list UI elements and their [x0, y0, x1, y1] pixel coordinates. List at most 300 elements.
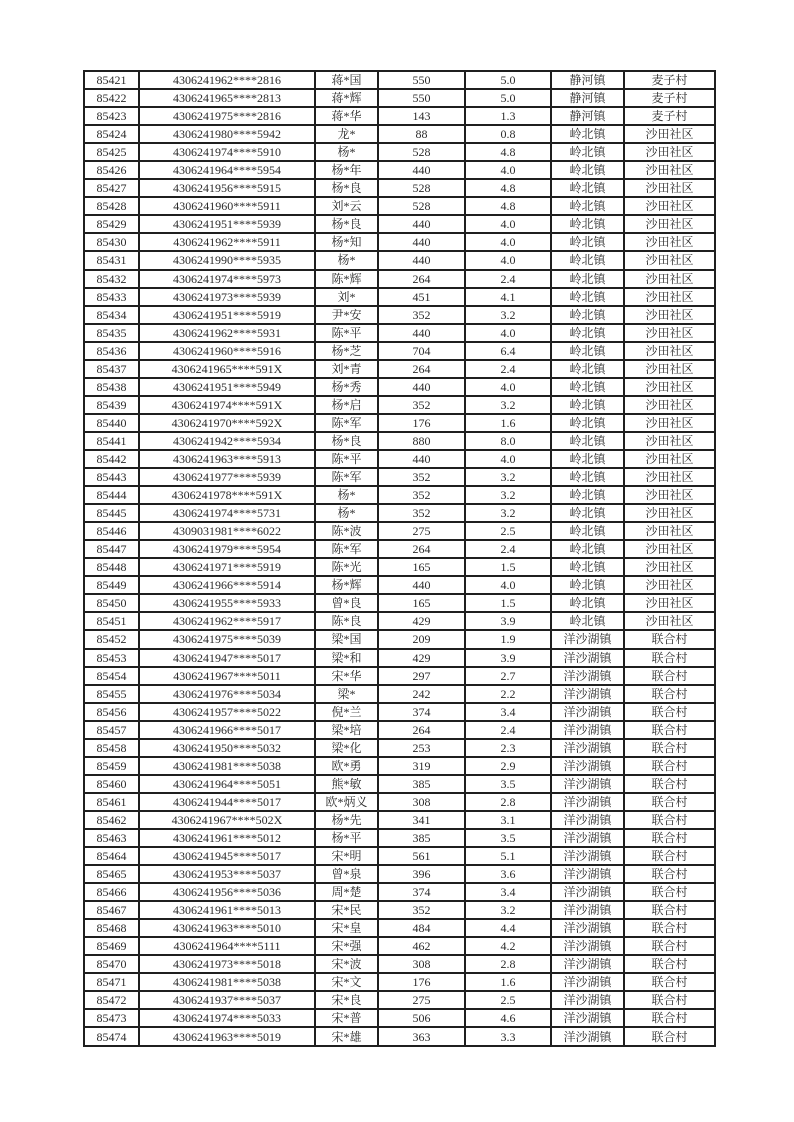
cell-masked-id-number: 4306241964****5954	[139, 161, 315, 179]
cell-masked-name: 欧*炳义	[315, 793, 378, 811]
cell-serial-number: 85439	[84, 396, 139, 414]
table-row	[84, 486, 715, 504]
cell-masked-name: 杨*	[315, 504, 378, 522]
cell-masked-id-number: 4306241980****5942	[139, 125, 315, 143]
cell-masked-name: 梁*培	[315, 721, 378, 739]
cell-masked-id-number: 4306241951****5939	[139, 215, 315, 233]
table-row	[84, 649, 715, 667]
table-row	[84, 576, 715, 594]
cell-village: 联合村	[624, 685, 715, 703]
cell-town: 洋沙湖镇	[551, 901, 624, 919]
cell-rate: 4.8	[465, 179, 551, 197]
cell-town: 岭北镇	[551, 522, 624, 540]
cell-village: 联合村	[624, 739, 715, 757]
cell-town: 洋沙湖镇	[551, 883, 624, 901]
cell-masked-id-number: 4306241966****5914	[139, 576, 315, 594]
cell-amount: 275	[378, 522, 465, 540]
cell-rate: 4.0	[465, 324, 551, 342]
cell-serial-number: 85450	[84, 594, 139, 612]
cell-masked-id-number: 4306241974****5910	[139, 143, 315, 161]
cell-masked-id-number: 4306241963****5010	[139, 919, 315, 937]
table-row	[84, 1027, 715, 1046]
cell-masked-id-number: 4306241951****5949	[139, 378, 315, 396]
cell-serial-number: 85457	[84, 721, 139, 739]
cell-serial-number: 85467	[84, 901, 139, 919]
cell-town: 洋沙湖镇	[551, 829, 624, 847]
cell-masked-name: 陈*军	[315, 414, 378, 432]
table-row	[84, 143, 715, 161]
cell-serial-number: 85440	[84, 414, 139, 432]
cell-amount: 440	[378, 233, 465, 251]
cell-masked-id-number: 4306241945****5017	[139, 847, 315, 865]
cell-rate: 2.2	[465, 685, 551, 703]
cell-village: 联合村	[624, 667, 715, 685]
table-row	[84, 919, 715, 937]
cell-rate: 1.9	[465, 630, 551, 648]
cell-town: 岭北镇	[551, 197, 624, 215]
cell-town: 洋沙湖镇	[551, 649, 624, 667]
cell-rate: 2.4	[465, 360, 551, 378]
cell-town: 岭北镇	[551, 450, 624, 468]
cell-masked-id-number: 4306241953****5037	[139, 865, 315, 883]
cell-masked-name: 杨*	[315, 251, 378, 269]
table-row	[84, 829, 715, 847]
cell-village: 联合村	[624, 649, 715, 667]
cell-amount: 440	[378, 450, 465, 468]
table-row	[84, 233, 715, 251]
cell-town: 洋沙湖镇	[551, 703, 624, 721]
cell-masked-name: 周*楚	[315, 883, 378, 901]
cell-rate: 1.5	[465, 594, 551, 612]
cell-amount: 242	[378, 685, 465, 703]
table-row	[84, 504, 715, 522]
cell-amount: 550	[378, 71, 465, 89]
cell-rate: 3.2	[465, 306, 551, 324]
cell-rate: 3.2	[465, 901, 551, 919]
cell-serial-number: 85441	[84, 432, 139, 450]
cell-town: 岭北镇	[551, 396, 624, 414]
cell-serial-number: 85429	[84, 215, 139, 233]
cell-amount: 374	[378, 883, 465, 901]
cell-masked-id-number: 4306241944****5017	[139, 793, 315, 811]
cell-amount: 352	[378, 901, 465, 919]
cell-town: 洋沙湖镇	[551, 847, 624, 865]
cell-serial-number: 85447	[84, 540, 139, 558]
cell-masked-id-number: 4306241974****5033	[139, 1009, 315, 1027]
cell-town: 洋沙湖镇	[551, 919, 624, 937]
table-row	[84, 540, 715, 558]
cell-town: 岭北镇	[551, 558, 624, 576]
cell-masked-name: 尹*安	[315, 306, 378, 324]
cell-rate: 3.9	[465, 612, 551, 630]
cell-town: 岭北镇	[551, 270, 624, 288]
cell-masked-id-number: 4306241956****5915	[139, 179, 315, 197]
cell-village: 联合村	[624, 775, 715, 793]
cell-village: 沙田社区	[624, 468, 715, 486]
cell-serial-number: 85431	[84, 251, 139, 269]
cell-rate: 3.2	[465, 486, 551, 504]
cell-masked-id-number: 4306241976****5034	[139, 685, 315, 703]
cell-masked-name: 杨*	[315, 486, 378, 504]
cell-town: 岭北镇	[551, 288, 624, 306]
cell-village: 沙田社区	[624, 378, 715, 396]
table-row	[84, 324, 715, 342]
cell-village: 联合村	[624, 973, 715, 991]
cell-town: 岭北镇	[551, 540, 624, 558]
cell-serial-number: 85471	[84, 973, 139, 991]
cell-village: 联合村	[624, 630, 715, 648]
cell-town: 岭北镇	[551, 324, 624, 342]
cell-rate: 4.0	[465, 215, 551, 233]
cell-masked-id-number: 4306241957****5022	[139, 703, 315, 721]
cell-rate: 4.8	[465, 197, 551, 215]
cell-serial-number: 85433	[84, 288, 139, 306]
cell-masked-name: 宋*明	[315, 847, 378, 865]
cell-masked-id-number: 4306241966****5017	[139, 721, 315, 739]
table-row	[84, 125, 715, 143]
cell-masked-id-number: 4306241977****5939	[139, 468, 315, 486]
cell-serial-number: 85466	[84, 883, 139, 901]
cell-rate: 5.1	[465, 847, 551, 865]
cell-amount: 462	[378, 937, 465, 955]
table-row	[84, 468, 715, 486]
cell-amount: 275	[378, 991, 465, 1009]
cell-town: 洋沙湖镇	[551, 721, 624, 739]
cell-masked-id-number: 4306241960****5916	[139, 342, 315, 360]
table-row	[84, 342, 715, 360]
cell-masked-name: 宋*强	[315, 937, 378, 955]
cell-amount: 319	[378, 757, 465, 775]
cell-amount: 440	[378, 324, 465, 342]
cell-masked-id-number: 4306241981****5038	[139, 973, 315, 991]
cell-masked-id-number: 4306241975****5039	[139, 630, 315, 648]
table-row	[84, 793, 715, 811]
cell-town: 岭北镇	[551, 414, 624, 432]
cell-masked-name: 陈*军	[315, 468, 378, 486]
cell-amount: 352	[378, 306, 465, 324]
cell-serial-number: 85462	[84, 811, 139, 829]
cell-serial-number: 85463	[84, 829, 139, 847]
cell-rate: 3.5	[465, 829, 551, 847]
cell-masked-id-number: 4306241971****5919	[139, 558, 315, 576]
table-row	[84, 251, 715, 269]
cell-serial-number: 85423	[84, 107, 139, 125]
cell-amount: 429	[378, 649, 465, 667]
cell-village: 沙田社区	[624, 161, 715, 179]
cell-serial-number: 85465	[84, 865, 139, 883]
cell-masked-id-number: 4306241975****2816	[139, 107, 315, 125]
cell-rate: 4.4	[465, 919, 551, 937]
cell-masked-id-number: 4306241962****5931	[139, 324, 315, 342]
cell-amount: 385	[378, 775, 465, 793]
cell-masked-id-number: 4306241990****5935	[139, 251, 315, 269]
cell-masked-id-number: 4306241970****592X	[139, 414, 315, 432]
cell-masked-id-number: 4306241955****5933	[139, 594, 315, 612]
cell-serial-number: 85436	[84, 342, 139, 360]
cell-rate: 4.2	[465, 937, 551, 955]
cell-masked-name: 陈*波	[315, 522, 378, 540]
table-row	[84, 215, 715, 233]
cell-village: 沙田社区	[624, 612, 715, 630]
table-row	[84, 612, 715, 630]
cell-rate: 2.5	[465, 522, 551, 540]
cell-masked-name: 蒋*华	[315, 107, 378, 125]
cell-town: 岭北镇	[551, 576, 624, 594]
cell-rate: 2.4	[465, 540, 551, 558]
cell-rate: 4.0	[465, 233, 551, 251]
cell-masked-name: 龙*	[315, 125, 378, 143]
cell-town: 岭北镇	[551, 378, 624, 396]
cell-amount: 264	[378, 360, 465, 378]
cell-masked-name: 宋*文	[315, 973, 378, 991]
cell-amount: 704	[378, 342, 465, 360]
cell-serial-number: 85435	[84, 324, 139, 342]
cell-serial-number: 85444	[84, 486, 139, 504]
table-row	[84, 721, 715, 739]
table-row	[84, 811, 715, 829]
table-row	[84, 270, 715, 288]
table-row	[84, 558, 715, 576]
cell-village: 沙田社区	[624, 594, 715, 612]
cell-rate: 4.0	[465, 161, 551, 179]
table-row	[84, 197, 715, 215]
cell-amount: 385	[378, 829, 465, 847]
cell-masked-name: 倪*兰	[315, 703, 378, 721]
cell-village: 联合村	[624, 793, 715, 811]
cell-serial-number: 85470	[84, 955, 139, 973]
cell-masked-name: 梁*和	[315, 649, 378, 667]
cell-village: 沙田社区	[624, 504, 715, 522]
table-row	[84, 955, 715, 973]
table-row	[84, 89, 715, 107]
cell-village: 沙田社区	[624, 125, 715, 143]
cell-village: 沙田社区	[624, 486, 715, 504]
cell-masked-id-number: 4306241956****5036	[139, 883, 315, 901]
cell-amount: 528	[378, 143, 465, 161]
cell-masked-name: 刘*	[315, 288, 378, 306]
cell-amount: 528	[378, 179, 465, 197]
records-table-body	[84, 71, 715, 1046]
cell-serial-number: 85445	[84, 504, 139, 522]
cell-village: 沙田社区	[624, 215, 715, 233]
cell-village: 麦子村	[624, 89, 715, 107]
cell-masked-id-number: 4306241960****5911	[139, 197, 315, 215]
cell-town: 洋沙湖镇	[551, 865, 624, 883]
table-row	[84, 432, 715, 450]
cell-masked-id-number: 4306241967****502X	[139, 811, 315, 829]
cell-masked-name: 杨*良	[315, 432, 378, 450]
table-row	[84, 414, 715, 432]
cell-rate: 4.0	[465, 378, 551, 396]
table-row	[84, 865, 715, 883]
cell-amount: 550	[378, 89, 465, 107]
cell-amount: 440	[378, 251, 465, 269]
cell-village: 沙田社区	[624, 324, 715, 342]
cell-amount: 374	[378, 703, 465, 721]
cell-town: 岭北镇	[551, 486, 624, 504]
cell-town: 洋沙湖镇	[551, 667, 624, 685]
cell-amount: 561	[378, 847, 465, 865]
cell-masked-id-number: 4306241963****5019	[139, 1027, 315, 1046]
table-row	[84, 901, 715, 919]
cell-amount: 396	[378, 865, 465, 883]
cell-serial-number: 85473	[84, 1009, 139, 1027]
cell-amount: 264	[378, 540, 465, 558]
cell-village: 联合村	[624, 1027, 715, 1046]
cell-masked-id-number: 4306241974****5973	[139, 270, 315, 288]
cell-village: 沙田社区	[624, 288, 715, 306]
cell-masked-id-number: 4306241963****5913	[139, 450, 315, 468]
cell-masked-name: 陈*光	[315, 558, 378, 576]
cell-rate: 4.0	[465, 576, 551, 594]
cell-serial-number: 85468	[84, 919, 139, 937]
table-row	[84, 630, 715, 648]
cell-rate: 2.9	[465, 757, 551, 775]
cell-town: 洋沙湖镇	[551, 757, 624, 775]
cell-town: 岭北镇	[551, 432, 624, 450]
cell-masked-id-number: 4306241974****591X	[139, 396, 315, 414]
cell-amount: 451	[378, 288, 465, 306]
cell-serial-number: 85456	[84, 703, 139, 721]
cell-rate: 1.6	[465, 973, 551, 991]
cell-town: 岭北镇	[551, 215, 624, 233]
cell-serial-number: 85469	[84, 937, 139, 955]
cell-village: 麦子村	[624, 71, 715, 89]
cell-rate: 3.9	[465, 649, 551, 667]
cell-amount: 528	[378, 197, 465, 215]
cell-serial-number: 85461	[84, 793, 139, 811]
table-row	[84, 179, 715, 197]
cell-amount: 88	[378, 125, 465, 143]
cell-rate: 1.5	[465, 558, 551, 576]
cell-serial-number: 85472	[84, 991, 139, 1009]
cell-rate: 3.2	[465, 468, 551, 486]
cell-rate: 6.4	[465, 342, 551, 360]
cell-serial-number: 85426	[84, 161, 139, 179]
cell-amount: 143	[378, 107, 465, 125]
cell-serial-number: 85448	[84, 558, 139, 576]
cell-masked-name: 杨*平	[315, 829, 378, 847]
cell-town: 岭北镇	[551, 468, 624, 486]
cell-masked-id-number: 4306241965****591X	[139, 360, 315, 378]
cell-masked-id-number: 4306241979****5954	[139, 540, 315, 558]
cell-town: 洋沙湖镇	[551, 811, 624, 829]
cell-town: 岭北镇	[551, 161, 624, 179]
cell-amount: 297	[378, 667, 465, 685]
cell-town: 岭北镇	[551, 342, 624, 360]
records-table	[83, 70, 716, 1047]
cell-town: 洋沙湖镇	[551, 973, 624, 991]
cell-town: 洋沙湖镇	[551, 630, 624, 648]
cell-town: 洋沙湖镇	[551, 937, 624, 955]
cell-masked-name: 杨*先	[315, 811, 378, 829]
cell-rate: 1.3	[465, 107, 551, 125]
cell-amount: 264	[378, 270, 465, 288]
cell-serial-number: 85437	[84, 360, 139, 378]
cell-masked-name: 杨*辉	[315, 576, 378, 594]
cell-rate: 3.2	[465, 396, 551, 414]
cell-amount: 880	[378, 432, 465, 450]
cell-village: 联合村	[624, 919, 715, 937]
cell-town: 岭北镇	[551, 612, 624, 630]
cell-amount: 253	[378, 739, 465, 757]
cell-town: 洋沙湖镇	[551, 955, 624, 973]
cell-masked-name: 刘*云	[315, 197, 378, 215]
cell-masked-id-number: 4306241981****5038	[139, 757, 315, 775]
table-row	[84, 360, 715, 378]
cell-rate: 4.1	[465, 288, 551, 306]
cell-village: 沙田社区	[624, 306, 715, 324]
cell-masked-name: 陈*良	[315, 612, 378, 630]
cell-masked-id-number: 4306241961****5013	[139, 901, 315, 919]
cell-masked-id-number: 4306241964****5051	[139, 775, 315, 793]
cell-masked-name: 曾*泉	[315, 865, 378, 883]
cell-masked-id-number: 4306241978****591X	[139, 486, 315, 504]
cell-masked-name: 宋*华	[315, 667, 378, 685]
cell-masked-id-number: 4306241942****5934	[139, 432, 315, 450]
cell-serial-number: 85458	[84, 739, 139, 757]
cell-masked-id-number: 4306241950****5032	[139, 739, 315, 757]
cell-town: 岭北镇	[551, 179, 624, 197]
cell-masked-name: 梁*化	[315, 739, 378, 757]
cell-serial-number: 85438	[84, 378, 139, 396]
cell-masked-name: 陈*平	[315, 324, 378, 342]
cell-rate: 2.7	[465, 667, 551, 685]
cell-village: 沙田社区	[624, 414, 715, 432]
cell-rate: 3.2	[465, 504, 551, 522]
cell-masked-id-number: 4306241973****5939	[139, 288, 315, 306]
cell-rate: 2.3	[465, 739, 551, 757]
cell-masked-id-number: 4306241973****5018	[139, 955, 315, 973]
cell-village: 沙田社区	[624, 143, 715, 161]
cell-amount: 484	[378, 919, 465, 937]
cell-masked-name: 杨*良	[315, 179, 378, 197]
cell-masked-id-number: 4306241937****5037	[139, 991, 315, 1009]
cell-amount: 165	[378, 594, 465, 612]
table-row	[84, 847, 715, 865]
cell-serial-number: 85451	[84, 612, 139, 630]
cell-rate: 1.6	[465, 414, 551, 432]
cell-masked-id-number: 4306241962****5917	[139, 612, 315, 630]
cell-village: 联合村	[624, 721, 715, 739]
table-row	[84, 739, 715, 757]
cell-serial-number: 85454	[84, 667, 139, 685]
cell-rate: 3.4	[465, 883, 551, 901]
cell-serial-number: 85432	[84, 270, 139, 288]
cell-masked-id-number: 4306241964****5111	[139, 937, 315, 955]
table-row	[84, 1009, 715, 1027]
cell-town: 岭北镇	[551, 125, 624, 143]
cell-masked-name: 蒋*国	[315, 71, 378, 89]
cell-village: 沙田社区	[624, 233, 715, 251]
cell-masked-name: 宋*皇	[315, 919, 378, 937]
cell-masked-name: 杨*	[315, 143, 378, 161]
cell-masked-id-number: 4306241961****5012	[139, 829, 315, 847]
table-row	[84, 396, 715, 414]
cell-village: 联合村	[624, 937, 715, 955]
cell-amount: 209	[378, 630, 465, 648]
cell-rate: 2.4	[465, 270, 551, 288]
cell-masked-id-number: 4306241962****5911	[139, 233, 315, 251]
cell-serial-number: 85446	[84, 522, 139, 540]
cell-town: 岭北镇	[551, 233, 624, 251]
cell-serial-number: 85455	[84, 685, 139, 703]
cell-town: 岭北镇	[551, 594, 624, 612]
table-row	[84, 937, 715, 955]
cell-rate: 3.3	[465, 1027, 551, 1046]
cell-masked-id-number: 4306241965****2813	[139, 89, 315, 107]
cell-amount: 363	[378, 1027, 465, 1046]
